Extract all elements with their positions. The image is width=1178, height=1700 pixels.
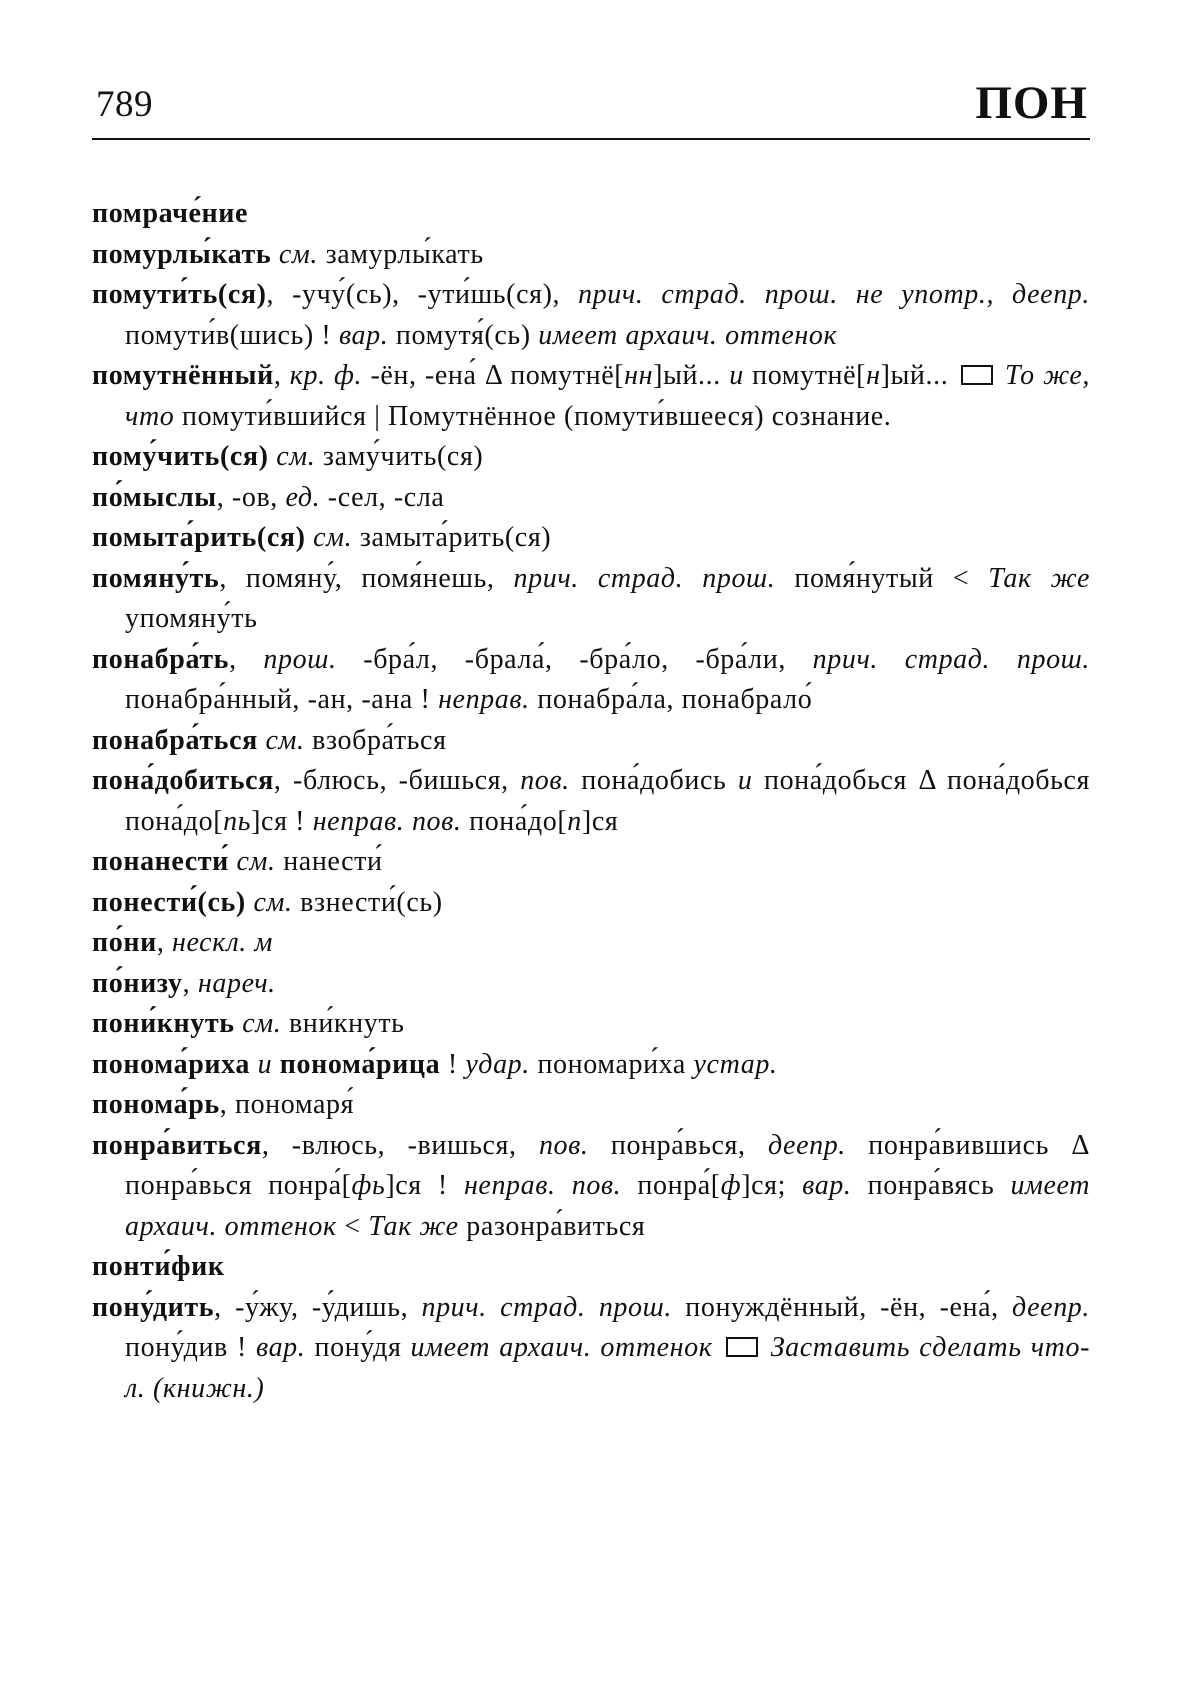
grammar-note: имеет архаич. оттенок bbox=[125, 1170, 1091, 1242]
grammar-note: н bbox=[866, 360, 881, 391]
grammar-note: см. bbox=[276, 441, 316, 472]
entry-text: , bbox=[156, 927, 173, 958]
definition-box-icon bbox=[961, 365, 993, 385]
entry-text: пону́дя bbox=[305, 1332, 411, 1363]
headword: понанести́ bbox=[92, 846, 229, 877]
dictionary-entry bbox=[92, 1288, 1090, 1410]
grammar-note: см. bbox=[313, 522, 353, 553]
entry-text: понабра́нный, -ан, -ана ! bbox=[125, 684, 439, 715]
dictionary-entry bbox=[92, 1247, 1090, 1288]
entry-text: понра́[ bbox=[621, 1170, 721, 1201]
entry-text bbox=[997, 360, 1005, 391]
entry-text: разонра́виться bbox=[458, 1210, 646, 1242]
grammar-note: и bbox=[257, 1048, 273, 1080]
grammar-note: вар. bbox=[338, 319, 389, 351]
headword: пому́чить(ся) bbox=[92, 441, 269, 472]
headword: понти́фик bbox=[92, 1251, 225, 1282]
grammar-note: вар. bbox=[802, 1170, 852, 1201]
dictionary-entry bbox=[92, 478, 1090, 519]
headword: по́ни bbox=[92, 927, 157, 958]
grammar-note: см. bbox=[242, 1008, 282, 1039]
grammar-note: нареч. bbox=[197, 967, 276, 999]
headword: помути́ть(ся) bbox=[92, 279, 267, 310]
entry-text: пона́добься Δ пона́добься пона́до[ bbox=[125, 765, 1090, 837]
grammar-note: вар. bbox=[256, 1332, 306, 1363]
grammar-note: см. bbox=[278, 238, 318, 270]
entry-text: , bbox=[229, 643, 264, 675]
dictionary-entry bbox=[92, 356, 1090, 437]
grammar-note: ед. bbox=[285, 481, 321, 513]
headword: помыта́рить(ся) bbox=[92, 522, 306, 553]
headword: понра́виться bbox=[92, 1129, 262, 1161]
dictionary-entry bbox=[92, 923, 1090, 964]
entry-text: упомяну́ть bbox=[125, 603, 258, 634]
entry-text: , -учу́(сь), -ути́шь(ся), bbox=[266, 279, 579, 310]
grammar-note: нн bbox=[624, 360, 654, 391]
entry-text: -ён, -ена́ Δ помутнё[ bbox=[362, 360, 625, 391]
entry-text: вни́кнуть bbox=[281, 1008, 405, 1039]
grammar-note: деепр. bbox=[767, 1129, 846, 1161]
headword: понабра́ться bbox=[92, 724, 258, 756]
grammar-note: имеет архаич. оттенок bbox=[538, 319, 838, 351]
grammar-note: неправ. bbox=[438, 684, 530, 715]
entry-text bbox=[229, 846, 237, 877]
entry-text: понра́вься, bbox=[588, 1129, 768, 1161]
grammar-note: ф bbox=[720, 1170, 742, 1201]
grammar-note: см. bbox=[265, 724, 305, 756]
entry-text bbox=[250, 1049, 258, 1080]
entry-text bbox=[712, 1332, 721, 1363]
dictionary-entry bbox=[92, 235, 1090, 276]
grammar-note: прич. страд. прош. bbox=[513, 562, 776, 594]
entry-text: помя́нутый < bbox=[775, 562, 989, 594]
entry-text: ]ся ! bbox=[251, 805, 313, 837]
entry-text: ]ся bbox=[581, 805, 619, 837]
guide-word: ПОН bbox=[975, 77, 1088, 129]
grammar-note: фь bbox=[351, 1170, 386, 1201]
entry-text bbox=[271, 239, 279, 270]
entry-text: нанести́ bbox=[275, 846, 383, 877]
entry-text: , -ов, bbox=[216, 481, 286, 513]
entry-text: , помяну́, помя́нешь, bbox=[219, 562, 514, 594]
dictionary-entry bbox=[92, 275, 1090, 356]
dictionary-entry bbox=[92, 761, 1090, 842]
grammar-note: пов. bbox=[520, 765, 570, 796]
entry-text: ]ый... bbox=[880, 360, 957, 391]
entry-text: взобра́ться bbox=[304, 724, 447, 756]
entry-text: < bbox=[336, 1210, 369, 1242]
entry-text: помутя́(сь) bbox=[388, 319, 539, 351]
dictionary-entry bbox=[92, 1045, 1090, 1086]
entry-text: , пономаря́ bbox=[219, 1089, 355, 1120]
grammar-note: кр. ф. bbox=[289, 360, 363, 391]
grammar-note: Заставить сделать что-л. (книжн.) bbox=[125, 1332, 1090, 1404]
entry-text: помутнё[ bbox=[743, 360, 867, 391]
entry-text bbox=[306, 522, 314, 553]
grammar-note: Так же bbox=[368, 1210, 459, 1242]
dictionary-entry bbox=[92, 883, 1090, 924]
entry-text bbox=[272, 1049, 280, 1080]
grammar-note: неправ. пов. bbox=[312, 805, 462, 837]
grammar-note: и bbox=[737, 765, 753, 796]
headword: по́низу bbox=[92, 967, 183, 999]
grammar-note: см. bbox=[253, 886, 293, 918]
dictionary-entry bbox=[92, 518, 1090, 559]
dictionary-entry bbox=[92, 721, 1090, 762]
headword: помутнённый bbox=[92, 360, 274, 391]
entry-text: , -у́жу, -у́дишь, bbox=[214, 1291, 422, 1323]
dictionary-entry bbox=[92, 1126, 1090, 1248]
grammar-note: прош. bbox=[263, 643, 337, 675]
headword: пони́кнуть bbox=[92, 1008, 235, 1039]
page-number: 789 bbox=[96, 84, 153, 125]
grammar-note: прич. страд. прош. не употр., деепр. bbox=[578, 279, 1090, 310]
grammar-note: имеет архаич. оттенок bbox=[410, 1332, 713, 1363]
entry-text: помути́в(шись) ! bbox=[125, 319, 339, 351]
grammar-note: деепр. bbox=[1012, 1291, 1090, 1323]
definition-box-icon bbox=[726, 1337, 758, 1357]
entry-text: взнести́(сь) bbox=[292, 886, 443, 918]
entry-text: пона́добись bbox=[569, 765, 738, 796]
headword: понома́риха bbox=[92, 1048, 250, 1080]
dictionary-entry bbox=[92, 559, 1090, 640]
page-header bbox=[92, 76, 1090, 140]
entry-text: ]ый... bbox=[653, 360, 730, 391]
entry-text: , -влюсь, -вишься, bbox=[261, 1129, 539, 1161]
grammar-note: нескл. м bbox=[172, 927, 273, 958]
grammar-note: удар. bbox=[465, 1048, 530, 1080]
grammar-note: прич. страд. прош. bbox=[421, 1291, 672, 1323]
headword: понабра́ть bbox=[92, 643, 230, 675]
dictionary-entry bbox=[92, 1085, 1090, 1126]
headword: по́мыслы bbox=[92, 481, 217, 513]
entry-text: -сел, -сла bbox=[320, 481, 445, 513]
headword: помурлы́кать bbox=[92, 238, 272, 270]
entry-text: , bbox=[273, 360, 290, 391]
entry-text: пона́до[ bbox=[461, 805, 568, 837]
dictionary-entry bbox=[92, 964, 1090, 1005]
entry-text: , bbox=[182, 967, 198, 999]
dictionary-entry bbox=[92, 194, 1090, 235]
entry-text bbox=[762, 1332, 771, 1363]
entry-text: замыта́рить(ся) bbox=[352, 522, 552, 553]
grammar-note: пь bbox=[223, 805, 252, 837]
entry-text: помути́вшийся | Помутнённое (помути́вшееся) сознание. bbox=[174, 400, 892, 432]
headword: понома́рь bbox=[92, 1089, 220, 1120]
grammar-note: То же, что bbox=[125, 360, 1090, 432]
entry-text: ]ся ! bbox=[385, 1170, 464, 1201]
headword: пона́добиться bbox=[92, 765, 274, 796]
headword: понести́(сь) bbox=[92, 886, 246, 918]
dictionary-entry bbox=[92, 1004, 1090, 1045]
entry-text: пономари́ха bbox=[529, 1048, 694, 1080]
entry-text: ]ся; bbox=[741, 1170, 803, 1201]
grammar-note: пов. bbox=[538, 1129, 589, 1161]
dictionary-entry bbox=[92, 640, 1090, 721]
grammar-note: п bbox=[567, 805, 582, 837]
headword: помяну́ть bbox=[92, 562, 220, 594]
headword: пону́дить bbox=[92, 1291, 215, 1323]
entry-text: понабра́ла, понабрало́ bbox=[529, 684, 813, 715]
entry-text: понра́вившись Δ понра́вься понра́[ bbox=[125, 1129, 1090, 1201]
grammar-note: неправ. пов. bbox=[463, 1170, 622, 1201]
dictionary-entry bbox=[92, 437, 1090, 478]
grammar-note: Так же bbox=[988, 562, 1090, 594]
entry-text: понра́вясь bbox=[851, 1170, 1011, 1201]
headword: понома́рица bbox=[279, 1048, 441, 1080]
entry-text: пону́див ! bbox=[125, 1332, 257, 1363]
grammar-note: см. bbox=[236, 846, 276, 877]
entry-text: заму́чить(ся) bbox=[315, 441, 484, 472]
grammar-note: прич. страд. прош. bbox=[812, 643, 1091, 675]
entry-text: , -блюсь, -бишься, bbox=[273, 765, 521, 796]
entry-text: ! bbox=[440, 1048, 466, 1080]
entry-text: понуждённый, -ён, -ена́, bbox=[671, 1291, 1013, 1323]
entry-text: -бра́л, -брала́, -бра́ло, -бра́ли, bbox=[336, 643, 813, 675]
entry-text: замурлы́кать bbox=[317, 238, 484, 270]
headword: помраче́ние bbox=[92, 198, 249, 229]
grammar-note: устар. bbox=[693, 1048, 778, 1080]
dictionary-entries bbox=[92, 194, 1090, 1409]
dictionary-entry bbox=[92, 842, 1090, 883]
grammar-note: и bbox=[729, 360, 744, 391]
